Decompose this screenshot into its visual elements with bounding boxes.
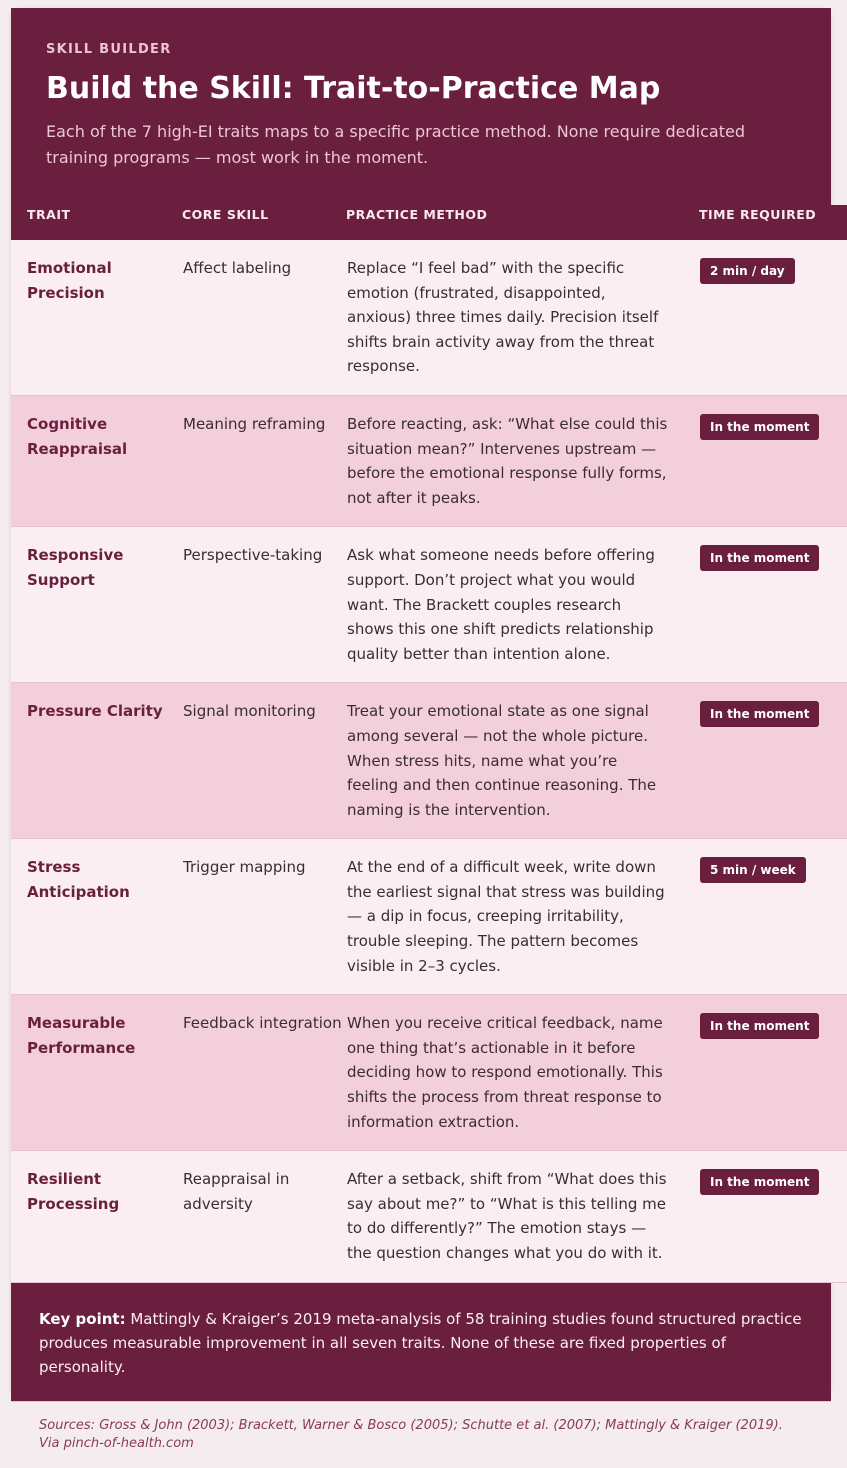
table-row (11, 240, 847, 395)
table-header-row (11, 205, 847, 240)
column-header-practice-method: PRACTICE METHOD (346, 207, 488, 222)
trait-cell: Stress Anticipation (11, 839, 182, 995)
practice-method-cell: Replace “I feel bad” with the specific emotion (frustrated, disappointed, anxious) three times daily. Precision itself shifts brain activity away from the threat response. (346, 240, 699, 395)
core-skill-cell: Trigger mapping (182, 839, 346, 995)
core-skill-cell: Feedback integration (182, 995, 346, 1151)
core-skill-cell: Meaning reframing (182, 395, 346, 526)
time-required-cell (699, 839, 847, 995)
trait-cell: Pressure Clarity (11, 683, 182, 839)
core-skill-cell: Perspective-taking (182, 527, 346, 683)
practice-method-cell: Ask what someone needs before offering support. Don’t project what you would want. The Brackett couples research shows this one shift predicts relationship quality better than intention alone. (346, 527, 699, 683)
section-eyebrow: SKILL BUILDER (46, 42, 172, 57)
trait-cell: Cognitive Reappraisal (11, 395, 182, 526)
time-required-cell (699, 395, 847, 526)
trait-practice-table (11, 205, 847, 1283)
core-skill-cell: Signal monitoring (182, 683, 346, 839)
column-header-time-required: TIME REQUIRED (699, 207, 817, 222)
page-title: Build the Skill: Trait-to-Practice Map (46, 71, 661, 106)
practice-method-cell: Treat your emotional state as one signal among several — not the whole picture. When stress hits, name what you’re feeling and then continue reasoning. The naming is the intervention. (346, 683, 699, 839)
column-header-trait: TRAIT (27, 207, 71, 222)
trait-cell: Responsive Support (11, 527, 182, 683)
time-badge: In the moment (700, 545, 819, 571)
time-badge: In the moment (700, 414, 819, 440)
table-row (11, 527, 847, 683)
time-badge: In the moment (700, 1013, 819, 1039)
time-required-cell (699, 240, 847, 395)
table-row (11, 839, 847, 995)
table-row (11, 395, 847, 526)
key-point-text: Mattingly & Kraiger’s 2019 meta-analysis of 58 training studies found structured practice produces measurable improvement in all seven traits. None of these are fixed properties of personality. (39, 1309, 802, 1376)
trait-cell: Emotional Precision (11, 240, 182, 395)
time-required-cell (699, 683, 847, 839)
key-point-callout (11, 1283, 831, 1401)
core-skill-cell: Affect labeling (182, 240, 346, 395)
time-required-cell (699, 527, 847, 683)
core-skill-cell: Reappraisal in adversity (182, 1151, 346, 1282)
practice-method-cell: Before reacting, ask: “What else could this situation mean?” Intervenes upstream — before the emotional response fully forms, not after it peaks. (346, 395, 699, 526)
card-header (11, 8, 831, 205)
sources-footnote: Sources: Gross & John (2003); Brackett, Warner & Bosco (2005); Schutte et al. (2007); Mattingly & Kraiger (2019). Via pinch-of-health.com (11, 1401, 831, 1468)
trait-practice-card (11, 8, 831, 1451)
time-badge: In the moment (700, 701, 819, 727)
time-required-cell (699, 995, 847, 1151)
table-row (11, 683, 847, 839)
time-badge: In the moment (700, 1169, 819, 1195)
practice-method-cell: At the end of a difficult week, write down the earliest signal that stress was building — a dip in focus, creeping irritability, trouble sleeping. The pattern becomes visible in 2–3 cycles. (346, 839, 699, 995)
key-point-label: Key point: (39, 1309, 126, 1328)
time-badge: 5 min / week (700, 857, 806, 883)
trait-cell: Measurable Performance (11, 995, 182, 1151)
time-required-cell (699, 1151, 847, 1282)
practice-method-cell: After a setback, shift from “What does this say about me?” to “What is this telling me to do differently?” The emotion stays — the question changes what you do with it. (346, 1151, 699, 1282)
trait-cell: Resilient Processing (11, 1151, 182, 1282)
page-subtitle: Each of the 7 high-EI traits maps to a specific practice method. None require dedicated training programs — most work in the moment. (46, 122, 745, 167)
column-header-core-skill: CORE SKILL (182, 207, 269, 222)
practice-method-cell: When you receive critical feedback, name one thing that’s actionable in it before deciding how to respond emotionally. This shifts the process from threat response to information extraction. (346, 995, 699, 1151)
table-row (11, 1151, 847, 1282)
time-badge: 2 min / day (700, 258, 795, 284)
table-row (11, 995, 847, 1151)
